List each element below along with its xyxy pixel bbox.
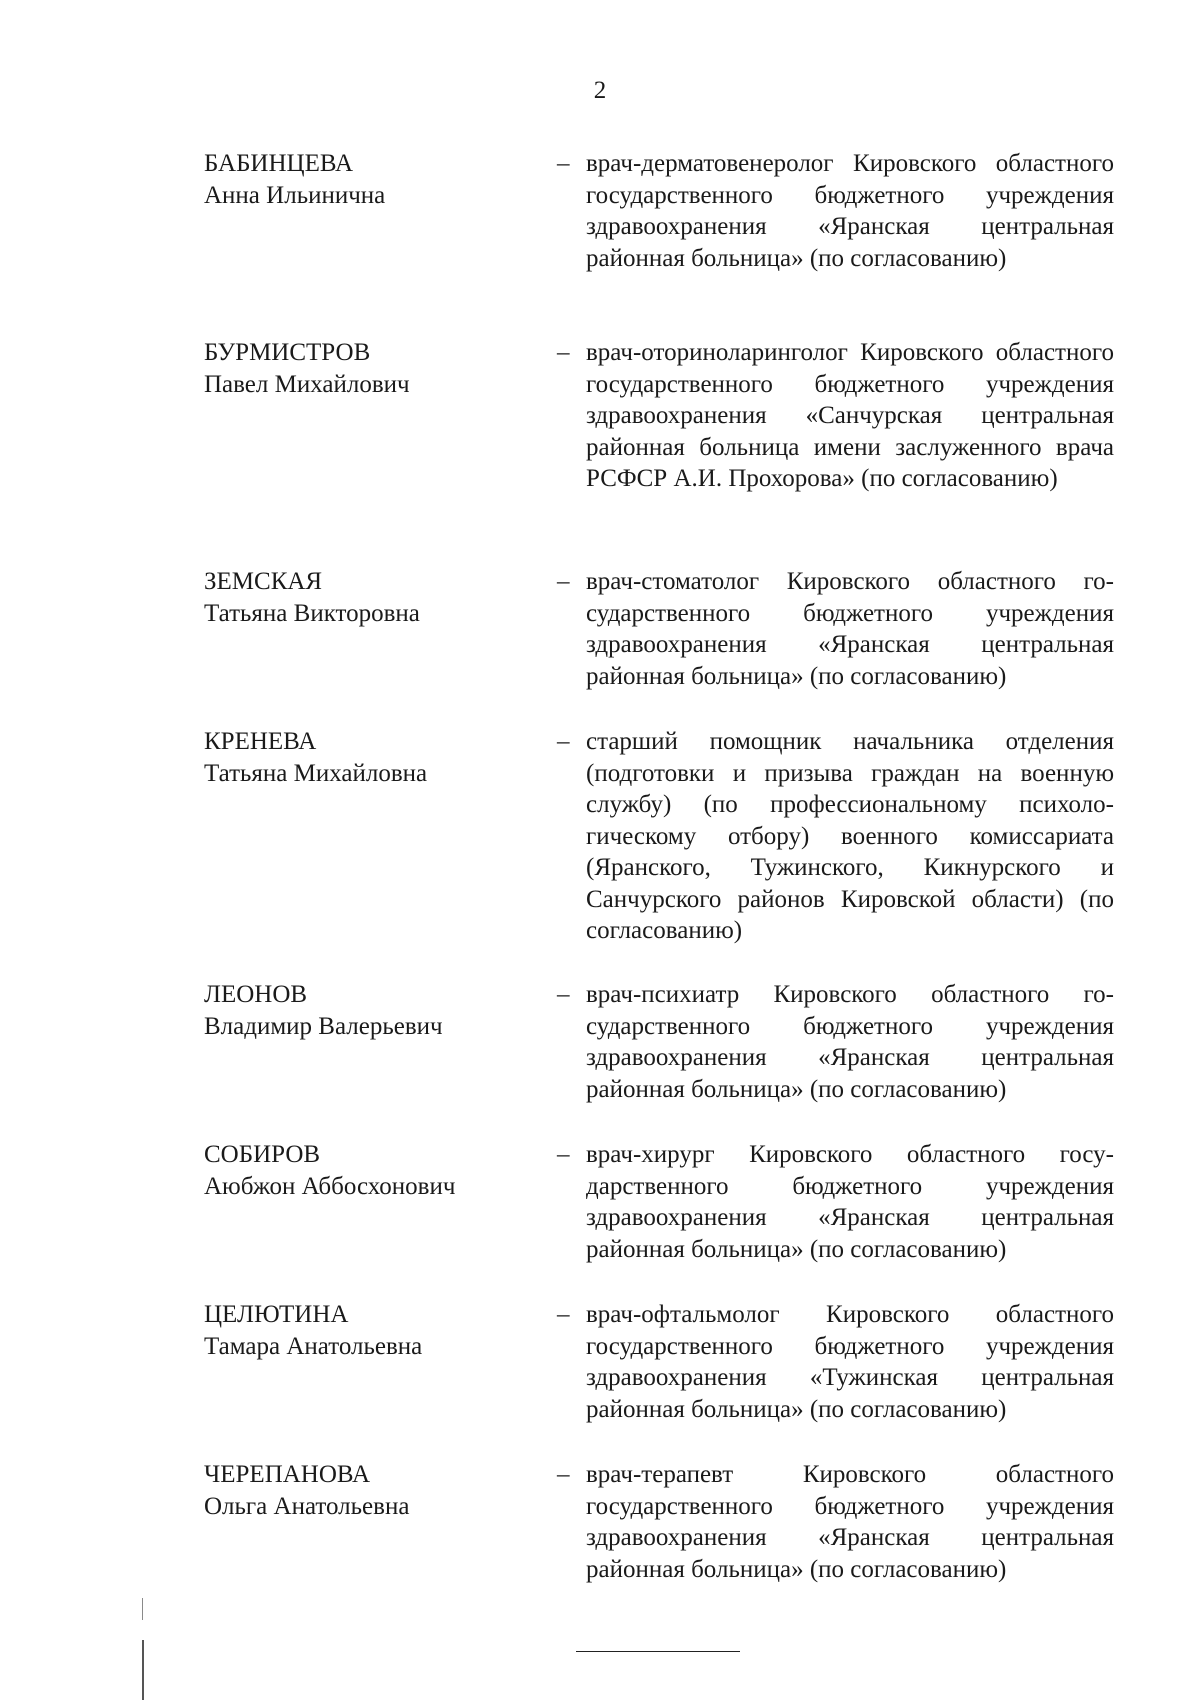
member-position: врач-хирург Кировского областного государственного бюджетного учреждения здравоохранения «Яранская центральная районная больница» (по согласованию) xyxy=(586,1141,1114,1263)
member-given-names: Павел Михайлович xyxy=(204,370,410,398)
member-given-names: Ольга Анатольевна xyxy=(204,1492,410,1520)
entry-dash: – xyxy=(557,1461,570,1488)
member-surname: СОБИРОВ xyxy=(204,1141,321,1168)
member-given-names: Анна Ильинична xyxy=(204,181,386,209)
member-position: врач-офтальмолог Кировского областного государственного бюджетного учреждения здравоохранения «Тужинская центральная районная больница» (по согласованию) xyxy=(586,1301,1114,1423)
entry-dash: – xyxy=(557,981,570,1008)
member-position: старший помощник начальника отделения (подготовки и призыва граждан на военную службу) (по профессиональному психологическому отбору) военного комиссариата (Яранского, Тужинского, Кикнурского и Санчурского районов Кировской области) (по согласованию) xyxy=(586,728,1114,944)
member-given-names: Аюбжон Аббосхонович xyxy=(204,1172,456,1200)
member-position: врач-терапевт Кировского областного государственного бюджетного учреждения здравоохранения «Яранская центральная районная больница» (по согласованию) xyxy=(586,1461,1114,1583)
entry-dash: – xyxy=(557,1301,570,1328)
entry-dash: – xyxy=(557,1141,570,1168)
member-position: врач-психиатр Кировского областного государственного бюджетного учреждения здравоохранения «Яранская центральная районная больница» (по согласованию) xyxy=(586,981,1114,1103)
member-position: врач-дерматовенеролог Кировского областного государственного бюджетного учреждения здравоохранения «Яранская центральная районная больница» (по согласованию) xyxy=(586,150,1114,272)
member-given-names: Тамара Анатольевна xyxy=(204,1332,423,1360)
member-given-names: Татьяна Викторовна xyxy=(204,599,420,627)
member-surname: ЛЕОНОВ xyxy=(204,981,308,1008)
member-position: врач-стоматолог Кировского областного государственного бюджетного учреждения здравоохранения «Яранская центральная районная больница» (по согласованию) xyxy=(586,568,1114,690)
end-of-list-rule xyxy=(576,1651,740,1652)
member-surname: КРЕНЕВА xyxy=(204,728,317,755)
scan-margin-mark xyxy=(142,1640,144,1700)
member-surname: БУРМИСТРОВ xyxy=(204,339,371,366)
entry-dash: – xyxy=(557,150,570,177)
scan-margin-mark xyxy=(142,1598,143,1620)
member-surname: ЗЕМСКАЯ xyxy=(204,568,323,595)
member-surname: БАБИНЦЕВА xyxy=(204,150,354,177)
member-surname: ЦЕЛЮТИНА xyxy=(204,1301,349,1328)
page-number: 2 xyxy=(593,77,607,104)
member-position: врач-оториноларинголог Кировского областного государственного бюджетного учреждения здравоохранения «Санчурская центральная районная больница имени заслуженного врача РСФСР А.И. Прохорова» (по согласованию) xyxy=(586,339,1114,492)
member-surname: ЧЕРЕПАНОВА xyxy=(204,1461,371,1488)
entry-dash: – xyxy=(557,728,570,755)
member-given-names: Татьяна Михайловна xyxy=(204,759,428,787)
entry-dash: – xyxy=(557,339,570,366)
member-given-names: Владимир Валерьевич xyxy=(204,1012,443,1040)
entry-dash: – xyxy=(557,568,570,595)
